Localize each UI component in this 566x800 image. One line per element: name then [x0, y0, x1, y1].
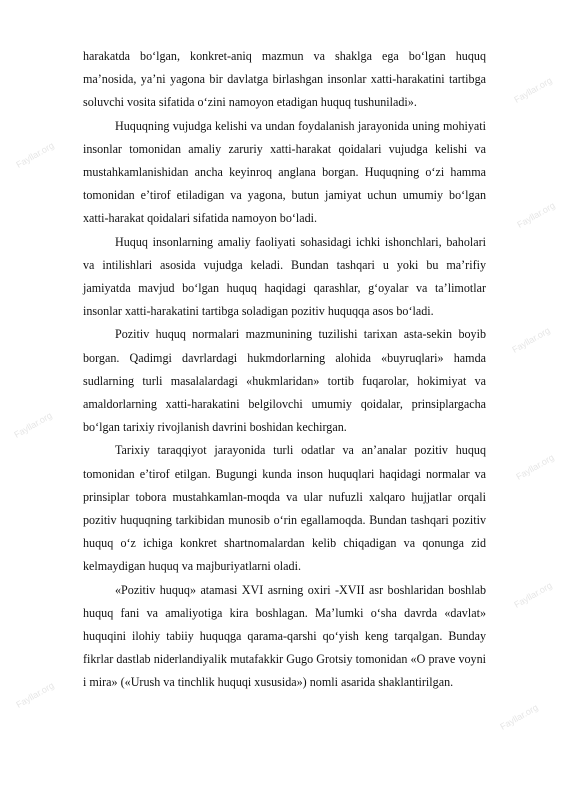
watermark: Fayllar.org: [512, 75, 554, 105]
paragraph: Tarixiy taraqqiyot jarayonida turli odatlar va an’analar pozitiv huquq tomonidan e’tirof etilgan. Bugungi kunda inson huquqlari haqidagi normalar va prinsiplar tobora mustahkamlan-moqda va ular nufuzli xalqaro hujjatlar orqali pozitiv huquqning tarkibidan munosib o‘rin egallamoqda. Bundan tashqari pozitiv huquq o‘z ichiga konkret shartnomalardan kelib chiqadigan va qonunga zid kelmaydigan huquq va majburiyatlarni oladi.: [83, 443, 486, 574]
watermark: Fayllar.org: [14, 680, 56, 710]
paragraph: Pozitiv huquq normalari mazmunining tuzilishi tarixan asta-sekin boyib borgan. Qadimgi davrlardagi hukmdorlarning alohida «buyruqlari» hamda sudlarning turli masalalardagi «hukmlaridan» tortib fuqarolar, hokimiyat va amaldorlarning xatti-harakatini belgilovchi umumiy qoidalar, prinsiplargacha bo‘lgan tarixiy rivojlanish davrini boshidan kechirgan.: [83, 327, 486, 435]
watermark: Fayllar.org: [515, 200, 557, 230]
paragraph: harakatda bo‘lgan, konkret-aniq mazmun va shaklga ega bo‘lgan huquq ma’nosida, ya’ni yagona bir davlatga birlashgan insonlar xatti-harakatini tartibga soluvchi vosita sifatida o‘zini namoyon etadigan huquq tushuniladi».: [83, 49, 486, 110]
watermark: Fayllar.org: [510, 325, 552, 355]
watermark: Fayllar.org: [512, 580, 554, 610]
paragraph: Huquqning vujudga kelishi va undan foydalanish jarayonida uning mohiyati insonlar tomonidan amaliy zaruriy xatti-harakat qoidalari vujudga kelishi va mustahkamlanishidan ancha keyinroq anglana borgan. Huquqning o‘zi hamma tomonidan e’tirof etiladigan va yagona, butun jamiyat uchun umumiy bo‘lgan xatti-harakat qoidalari sifatida namoyon bo‘ladi.: [83, 118, 486, 226]
watermark: Fayllar.org: [12, 410, 54, 440]
paragraph: Huquq insonlarning amaliy faoliyati sohasidagi ichki ishonchlari, baholari va intilishlari asosida vujudga keladi. Bundan tashqari u yoki bu ma’rifiy jamiyatda mavjud bo‘lgan huquq haqidagi qarashlar, g‘oyalar va ta’limotlar insonlar xatti-harakatini tartibga soladigan pozitiv huquqqa asos bo‘ladi.: [83, 234, 486, 319]
watermark: Fayllar.org: [514, 452, 556, 482]
watermark: Fayllar.org: [14, 140, 56, 170]
document-body: [83, 45, 486, 695]
watermark: Fayllar.org: [498, 702, 540, 732]
paragraph: «Pozitiv huquq» atamasi XVI asrning oxiri -XVII asr boshlaridan boshlab huquq fani va amaliyotiga kira boshlagan. Ma’lumki o‘sha davrda «davlat» huquqini ilohiy tabiiy huquqga qarama-qarshi qo‘yish keng tarqalgan. Bunday fikrlar dastlab niderlandiyalik mutafakkir Gugo Grotsiy tomonidan «O prave voyni i mira» («Urush va tinchlik huquqi xususida») nomli asarida shaklantirilgan.: [83, 582, 486, 690]
